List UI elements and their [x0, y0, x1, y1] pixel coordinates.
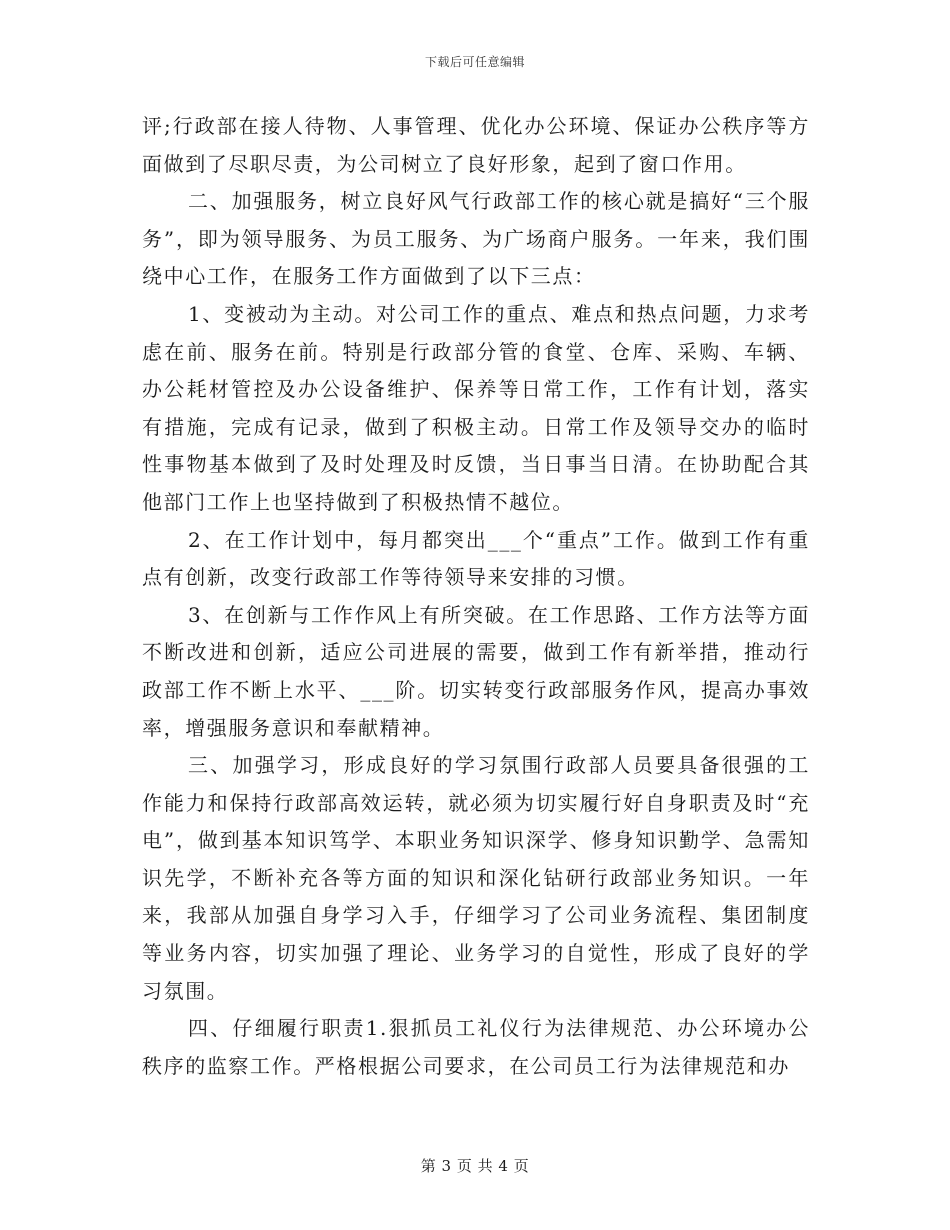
- paragraph-4: 2、在工作计划中，每月都突出___个“重点”工作。做到工作有重点有创新，改变行政部工作等待领导来安排的习惯。: [142, 527, 810, 590]
- paragraph-2: 二、加强服务，树立良好风气行政部工作的核心就是搞好“三个服务”，即为领导服务、为员工服务、为广场商户服务。一年来，我们围绕中心工作，在服务工作方面做到了以下三点：: [142, 189, 810, 289]
- paragraph-5: 3、在创新与工作作风上有所突破。在工作思路、工作方法等方面不断改进和创新，适应公司进展的需要，做到工作有新举措，推动行政部工作不断上水平、___阶。切实转变行政部服务作风，提高办事效率，增强服务意识和奉献精神。: [142, 602, 810, 740]
- paragraph-6: 三、加强学习，形成良好的学习氛围行政部人员要具备很强的工作能力和保持行政部高效运转，就必须为切实履行好自身职责及时“充电”，做到基本知识笃学、本职业务知识深学、修身知识勤学、急需知识先学，不断补充各等方面的知识和深化钻研行政部业务知识。一年来，我部从加强自身学习入手，仔细学习了公司业务流程、集团制度等业务内容，切实加强了理论、业务学习的自觉性，形成了良好的学习氛围。: [142, 753, 810, 1003]
- document-body: [142, 108, 810, 1085]
- paragraph-7: 四、仔细履行职责1.狠抓员工礼仪行为法律规范、办公环境办公秩序的监察工作。严格根据公司要求，在公司员工行为法律规范和办: [142, 1016, 810, 1078]
- page-header: 下载后可任意编辑: [424, 55, 525, 69]
- page-footer: 第 3 页 共 4 页: [420, 1157, 530, 1175]
- paragraph-1: 评;行政部在接人待物、人事管理、优化办公环境、保证办公秩序等方面做到了尽职尽责，为公司树立了良好形象，起到了窗口作用。: [142, 114, 810, 176]
- paragraph-3: 1、变被动为主动。对公司工作的重点、难点和热点问题，力求考虑在前、服务在前。特别是行政部分管的食堂、仓库、采购、车辆、办公耗材管控及办公设备维护、保养等日常工作，工作有计划，落实有措施，完成有记录，做到了积极主动。日常工作及领导交办的临时性事物基本做到了及时处理及时反馈，当日事当日清。在协助配合其他部门工作上也坚持做到了积极热情不越位。: [142, 301, 810, 514]
